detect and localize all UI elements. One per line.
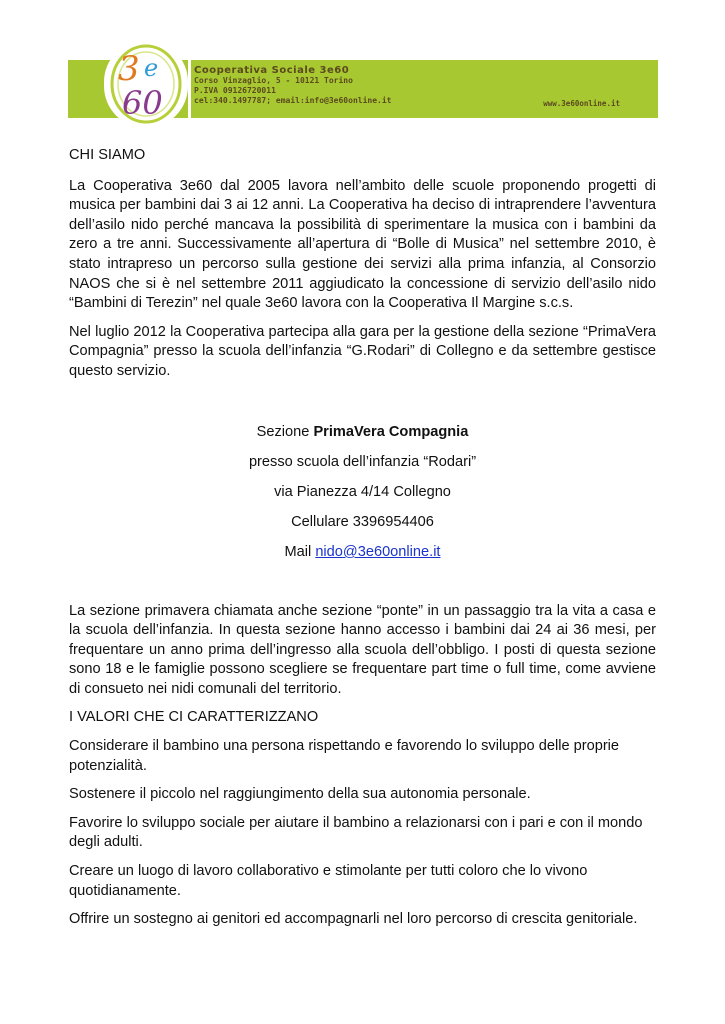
list-item: Sostenere il piccolo nel raggiungimento della sua autonomia personale.: [69, 786, 531, 803]
section-label: [69, 423, 656, 443]
section-title-chi-siamo: CHI SIAMO: [69, 147, 146, 163]
letterhead-text: [194, 66, 524, 106]
org-contacts: cel:340.1497787; email:info@3e60online.it: [194, 96, 392, 105]
paragraph-chi-siamo-1: La Cooperativa 3e60 dal 2005 lavora nell’ambito delle scuole proponendo progetti di musica per bambini dai 3 ai 12 anni. La Cooperativa ha deciso di intraprendere l’avventura dell’asilo nido perché mancava la possibilità di sperimentare la musica con i bambini da zero a tre anni. Successivamente all’apertura di “Bolle di Musica” nel settembre 2010, è stato intrapreso un percorso sulla gestione dei servizi alla prima infanzia, al Consorzio NAOS che si è nel settembre 2011 aggiudicato la concessione di servizio dell’asilo nido “Bambini di Terezin” nel quale 3e60 lavora con la Cooperativa Il Margine s.c.s.: [69, 177, 656, 312]
mail-prefix: Mail: [284, 543, 316, 560]
list-item: Favorire lo sviluppo sociale per aiutare il bambino a relazionarsi con i pari e con il mondo degli adulti.: [69, 814, 643, 851]
section-label-name: PrimaVera Compagnia: [313, 423, 469, 440]
school-name: presso scuola dell’infanzia “Rodari”: [248, 453, 477, 470]
paragraph-chi-siamo-2: Nel luglio 2012 la Cooperativa partecipa alla gara per la gestione della sezione “PrimaVera Compagnia” presso la scuola dell’infanzia “G.Rodari” di Collegno e da settembre gestisce questo servizio.: [69, 323, 656, 379]
org-name: Cooperativa Sociale 3e60: [194, 65, 350, 76]
org-address: Corso Vinzaglio, 5 - 10121 Torino: [194, 76, 353, 85]
section-label-prefix: Sezione: [256, 423, 314, 440]
svg-text:60: 60: [122, 84, 163, 122]
document-body: [69, 146, 656, 930]
svg-text:3: 3: [118, 49, 140, 89]
org-piva: P.IVA 09126720011: [194, 86, 276, 95]
logo-3e60-icon: [104, 40, 188, 128]
mail-link[interactable]: nido@3e60online.it: [315, 543, 441, 560]
paragraph-sezione-primavera: La sezione primavera chiamata anche sezione “ponte” in un passaggio tra la vita a casa e la scuola dell’infanzia. In questa sezione hanno accesso i bambini dai 24 ai 36 mesi, per frequentare un anno prima dell’ingresso alla scuola dell’obbligo. I posti di questa sezione sono 18 e le famiglie possono scegliere se frequentare part time o full time, come avviene di consueto nei nidi comunali del territorio.: [69, 602, 656, 697]
mail-line: [69, 543, 656, 563]
phone-number: Cellulare 3396954406: [291, 513, 434, 530]
banner-divider: [188, 60, 191, 118]
list-item: Creare un luogo di lavoro collaborativo e stimolante per tutti coloro che lo vivono quotidianamente.: [69, 863, 588, 899]
list-item: Offrire un sostegno ai genitori ed accompagnarli nel loro percorso di crescita genitoriale.: [69, 911, 638, 928]
org-website: www.3e60online.it: [543, 99, 620, 108]
svg-text:e: e: [144, 54, 159, 82]
section-title-valori: I VALORI CHE CI CARATTERIZZANO: [69, 709, 319, 726]
logo: [104, 40, 188, 128]
school-address: via Pianezza 4/14 Collegno: [274, 483, 451, 500]
list-item: Considerare il bambino una persona rispettando e favorendo lo sviluppo delle proprie potenzialità.: [69, 738, 620, 774]
